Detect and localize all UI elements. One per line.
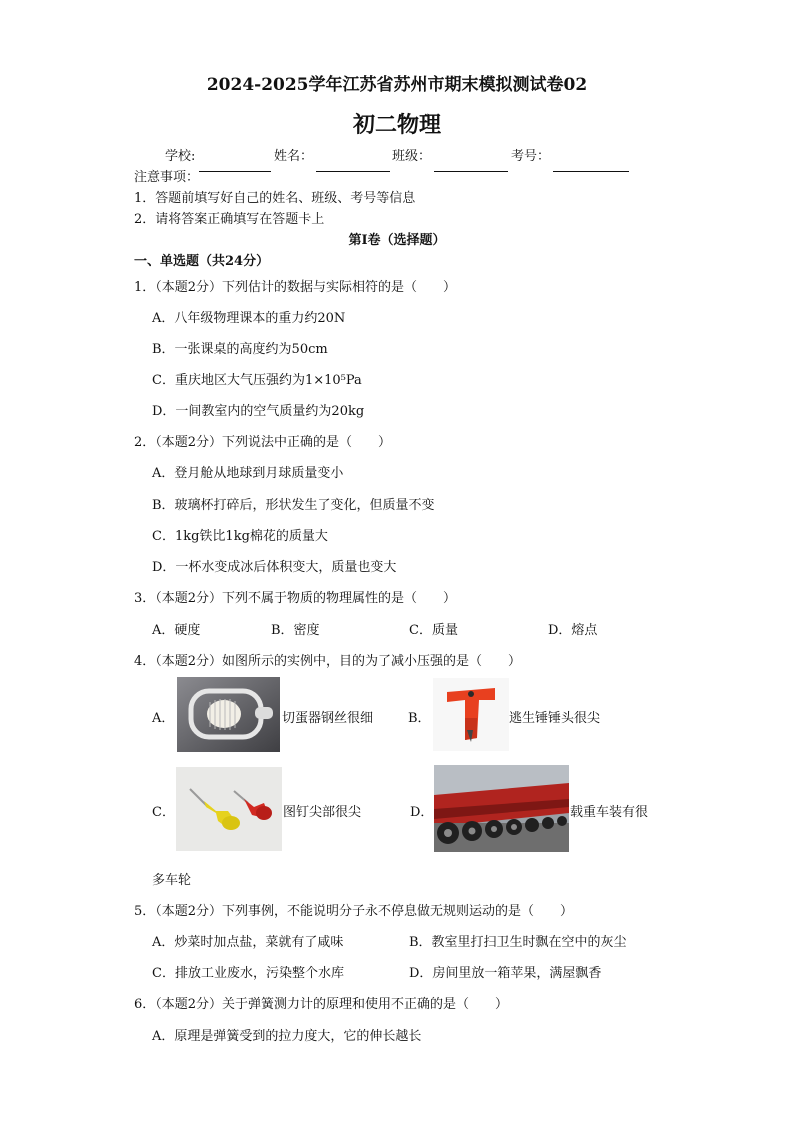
- option: B．教室里打扫卫生时飘在空中的灰尘: [409, 935, 627, 950]
- option-letter: A．: [152, 711, 175, 726]
- notes-heading: 注意事项：: [134, 170, 200, 185]
- volume-title: 第I卷（选择题）: [348, 233, 446, 248]
- question-stem: 3．（本题2分）下列不属于物质的物理属性的是（ ）: [134, 591, 457, 606]
- question-stem: 2．（本题2分）下列说法中正确的是（ ）: [134, 435, 392, 450]
- page-subtitle: 初二物理: [352, 112, 441, 138]
- option-letter: D．: [410, 805, 434, 820]
- option: A．八年级物理课本的重力约20N: [152, 311, 346, 326]
- option: D．一杯水变成冰后体积变大，质量也变大: [152, 560, 397, 575]
- option: B．玻璃杯打碎后，形状发生了变化，但质量不变: [152, 498, 435, 513]
- push-pin-image: [176, 767, 282, 851]
- option: D．熔点: [548, 623, 598, 638]
- page-title: 2024-2025学年江苏省苏州市期末模拟测试卷02: [206, 75, 588, 95]
- notes-item: 1．答题前填写好自己的姓名、班级、考号等信息: [134, 191, 416, 206]
- class-field[interactable]: [434, 158, 508, 176]
- heavy-truck-image: [434, 765, 569, 852]
- safety-hammer-image: [433, 678, 509, 751]
- question-stem: 6．（本题2分）关于弹簧测力计的原理和使用不正确的是（ ）: [134, 997, 509, 1012]
- option: B．密度: [271, 623, 320, 638]
- name-label: 姓名：: [274, 149, 314, 164]
- question-stem: 4．（本题2分）如图所示的实例中，目的为了减小压强的是（ ）: [134, 654, 522, 669]
- notes-item: 2．请将答案正确填写在答题卡上: [134, 212, 325, 227]
- option-letter: B．: [408, 711, 431, 726]
- option: A．硬度: [152, 623, 201, 638]
- option: D．一间教室内的空气质量约为20kg: [152, 404, 365, 419]
- exam-no-label: 考号：: [511, 149, 551, 164]
- option: A．登月舱从地球到月球质量变小: [152, 466, 344, 481]
- option-text: 载重车装有很: [570, 805, 649, 820]
- option: C．重庆地区大气压强约为1×10⁵Pa: [152, 373, 362, 388]
- egg-slicer-image: [177, 677, 280, 752]
- question-stem: 5．（本题2分）下列事例，不能说明分子永不停息做无规则运动的是（ ）: [134, 904, 574, 919]
- option-letter: C．: [152, 805, 175, 820]
- option-text: 逃生锤锤头很尖: [509, 711, 601, 726]
- name-field[interactable]: [316, 158, 390, 176]
- option: C．排放工业废水，污染整个水库: [152, 966, 344, 981]
- option-text: 切蛋器钢丝很细: [282, 711, 374, 726]
- class-label: 班级：: [392, 149, 432, 164]
- question-stem: 1．（本题2分）下列估计的数据与实际相符的是（ ）: [134, 280, 457, 295]
- option: C．1kg铁比1kg棉花的质量大: [152, 529, 328, 544]
- exam-no-field[interactable]: [553, 158, 629, 176]
- school-field[interactable]: [199, 158, 271, 176]
- option: C．质量: [409, 623, 458, 638]
- option: A．炒菜时加点盐，菜就有了咸味: [152, 935, 344, 950]
- option: A．原理是弹簧受到的拉力度大，它的伸长越长: [152, 1029, 422, 1044]
- option: D．房间里放一箱苹果，满屋飘香: [409, 966, 602, 981]
- school-label: 学校:: [165, 149, 196, 164]
- section-title: 一、单选题（共24分）: [134, 254, 270, 269]
- option-text-wrap: 多车轮: [152, 873, 192, 888]
- option: B．一张课桌的高度约为50cm: [152, 342, 328, 357]
- option-text: 图钉尖部很尖: [283, 805, 362, 820]
